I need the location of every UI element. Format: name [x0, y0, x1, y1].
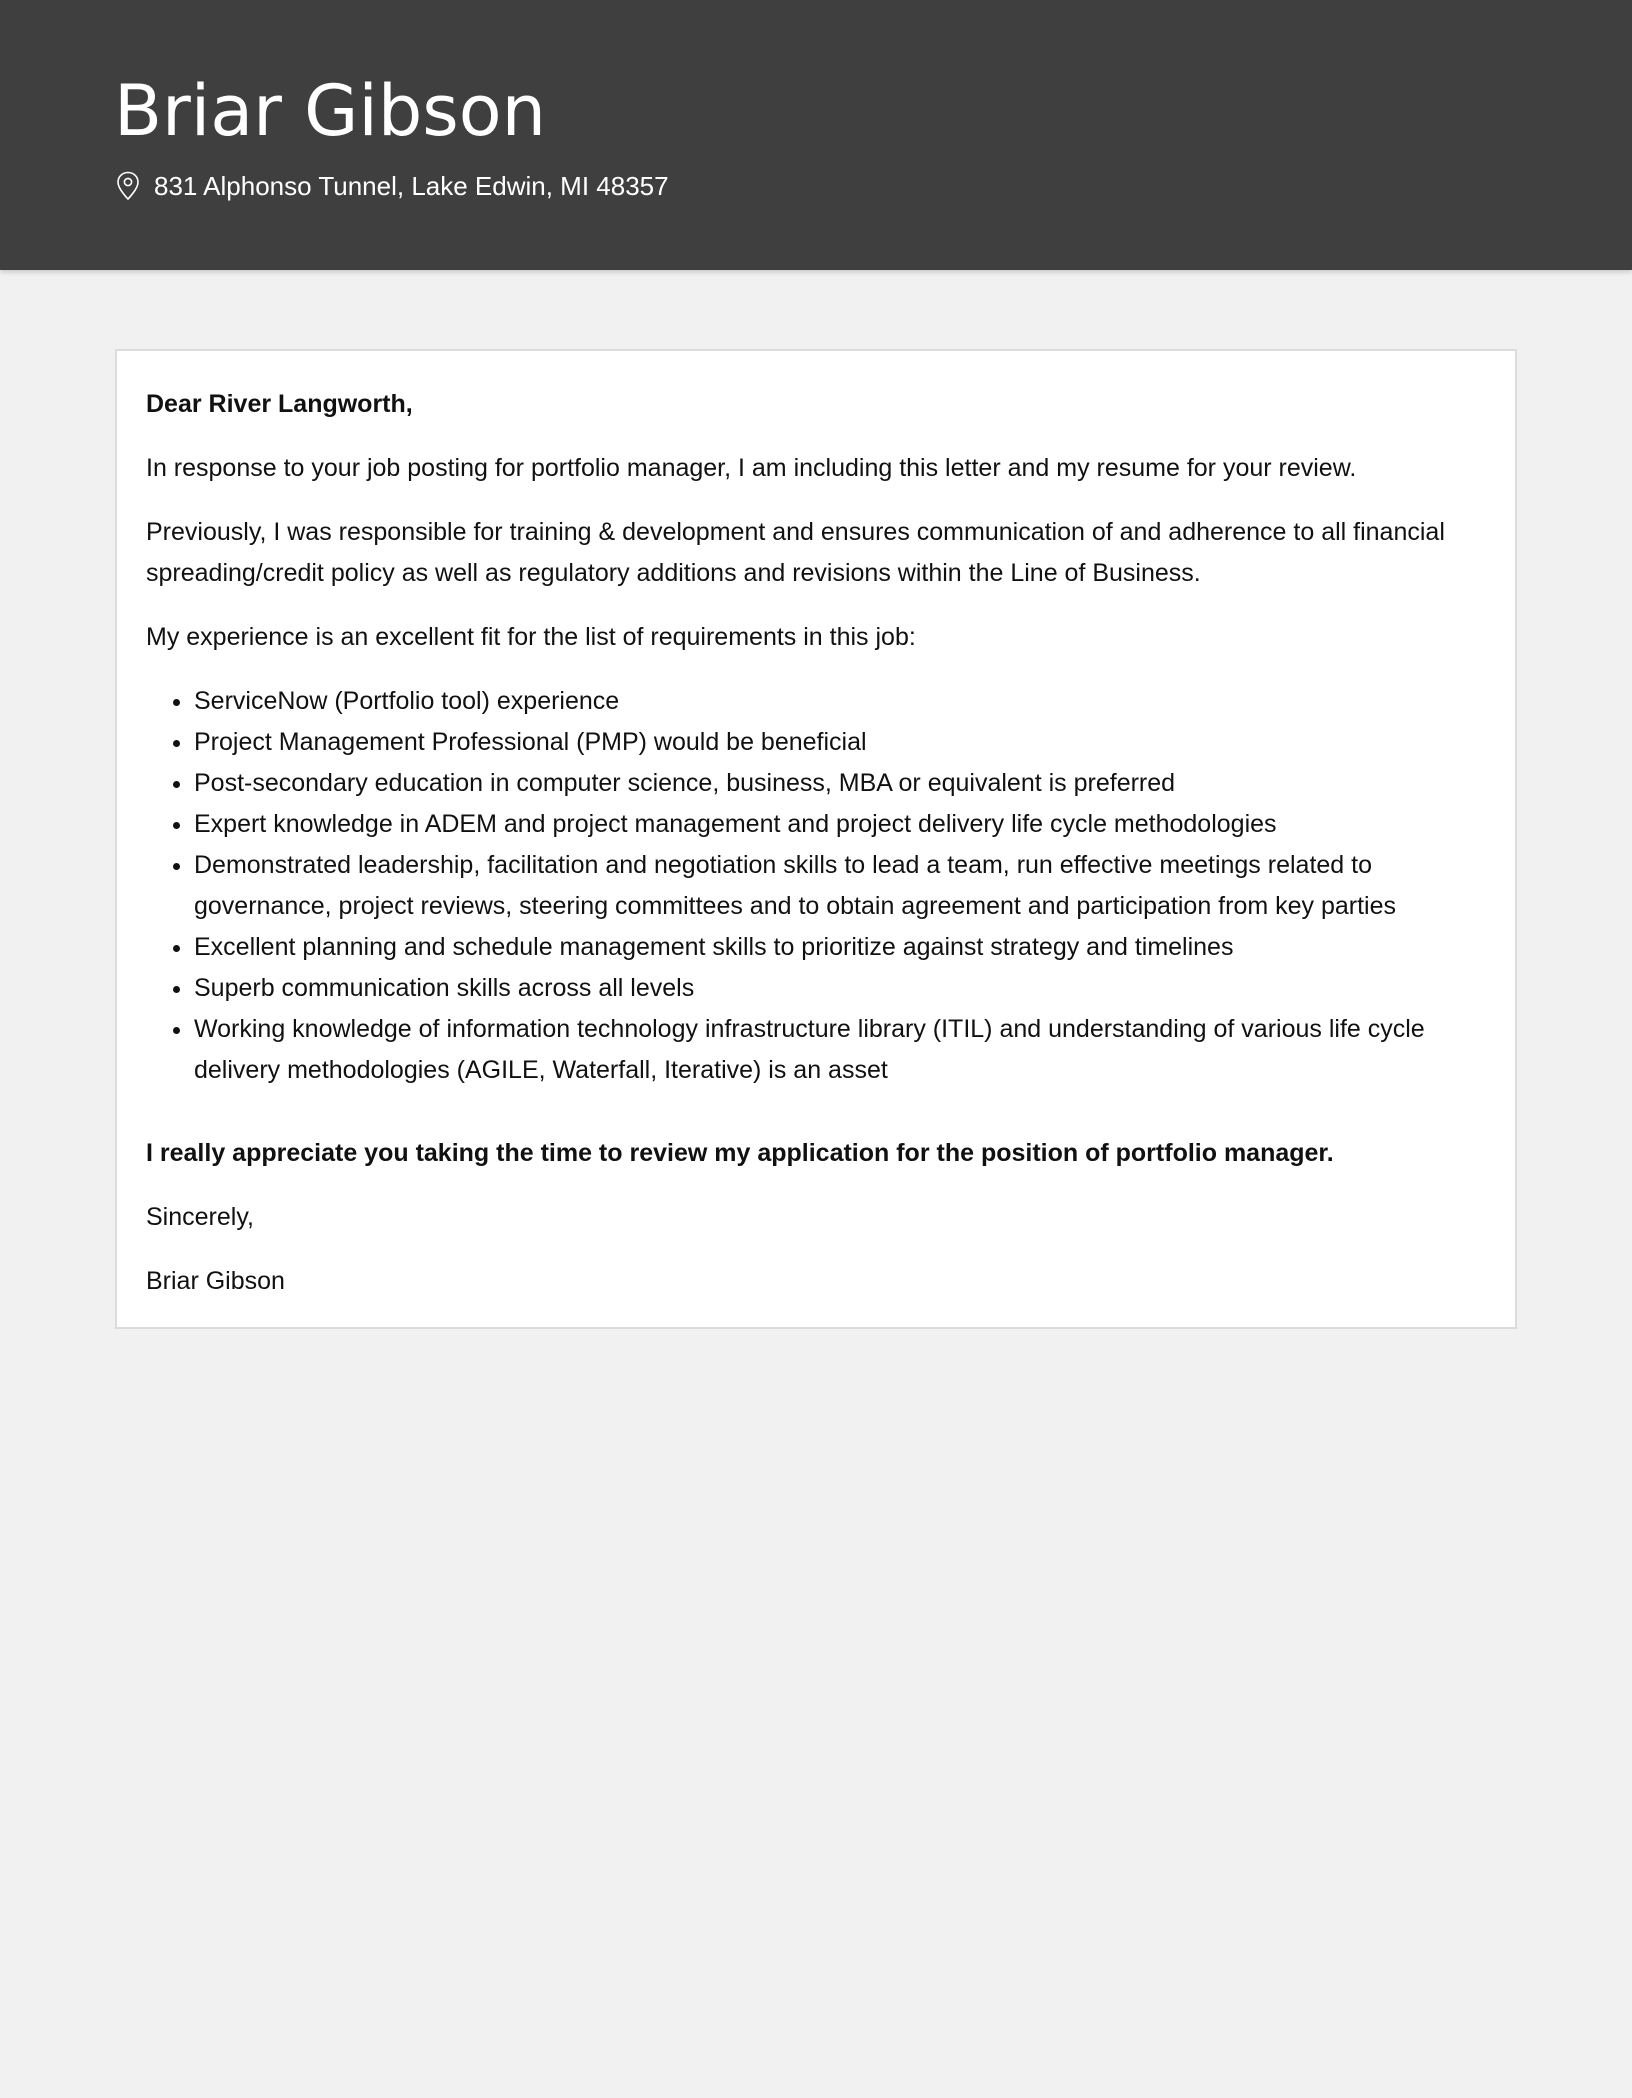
applicant-address: 831 Alphonso Tunnel, Lake Edwin, MI 48357: [154, 170, 669, 201]
letter-greeting: Dear River Langworth,: [146, 390, 413, 418]
requirements-list: [146, 681, 1487, 1091]
letter-previous-experience: Previously, I was responsible for training & development and ensures communication of and adherence to all financial spreading/credit policy as well as regulatory additions and revisions within the Line of Business.: [146, 518, 1445, 587]
list-item: • Superb communication skills across all levels: [194, 968, 1487, 1009]
letter-intro: In response to your job posting for portfolio manager, I am including this letter and my resume for your review.: [146, 454, 1357, 482]
cover-letter-card: [115, 349, 1517, 1329]
map-pin-icon: [116, 171, 140, 201]
letter-fit-statement: My experience is an excellent fit for the list of requirements in this job:: [146, 623, 916, 651]
list-item: • Expert knowledge in ADEM and project management and project delivery life cycle methodologies: [194, 804, 1487, 845]
page-header: [0, 0, 1632, 270]
list-item: • Project Management Professional (PMP) would be beneficial: [194, 722, 1487, 763]
list-item: • Excellent planning and schedule management skills to prioritize against strategy and timelines: [194, 927, 1487, 968]
list-item: • Post-secondary education in computer science, business, MBA or equivalent is preferred: [194, 763, 1487, 804]
list-item: • Demonstrated leadership, facilitation and negotiation skills to lead a team, run effective meetings related to governance, project reviews, steering committees and to obtain agreement and participation from key parties: [194, 845, 1487, 927]
list-item: • Working knowledge of information technology infrastructure library (ITIL) and understanding of various life cycle delivery methodologies (AGILE, Waterfall, Iterative) is an asset: [194, 1009, 1487, 1091]
letter-valediction: Sincerely,: [146, 1203, 254, 1231]
letter-signature: Briar Gibson: [146, 1267, 285, 1295]
list-item: • ServiceNow (Portfolio tool) experience: [194, 681, 1487, 722]
applicant-name: Briar Gibson: [114, 70, 546, 152]
address-row: [116, 166, 669, 206]
letter-closing: I really appreciate you taking the time to review my application for the position of portfolio manager.: [146, 1139, 1334, 1167]
